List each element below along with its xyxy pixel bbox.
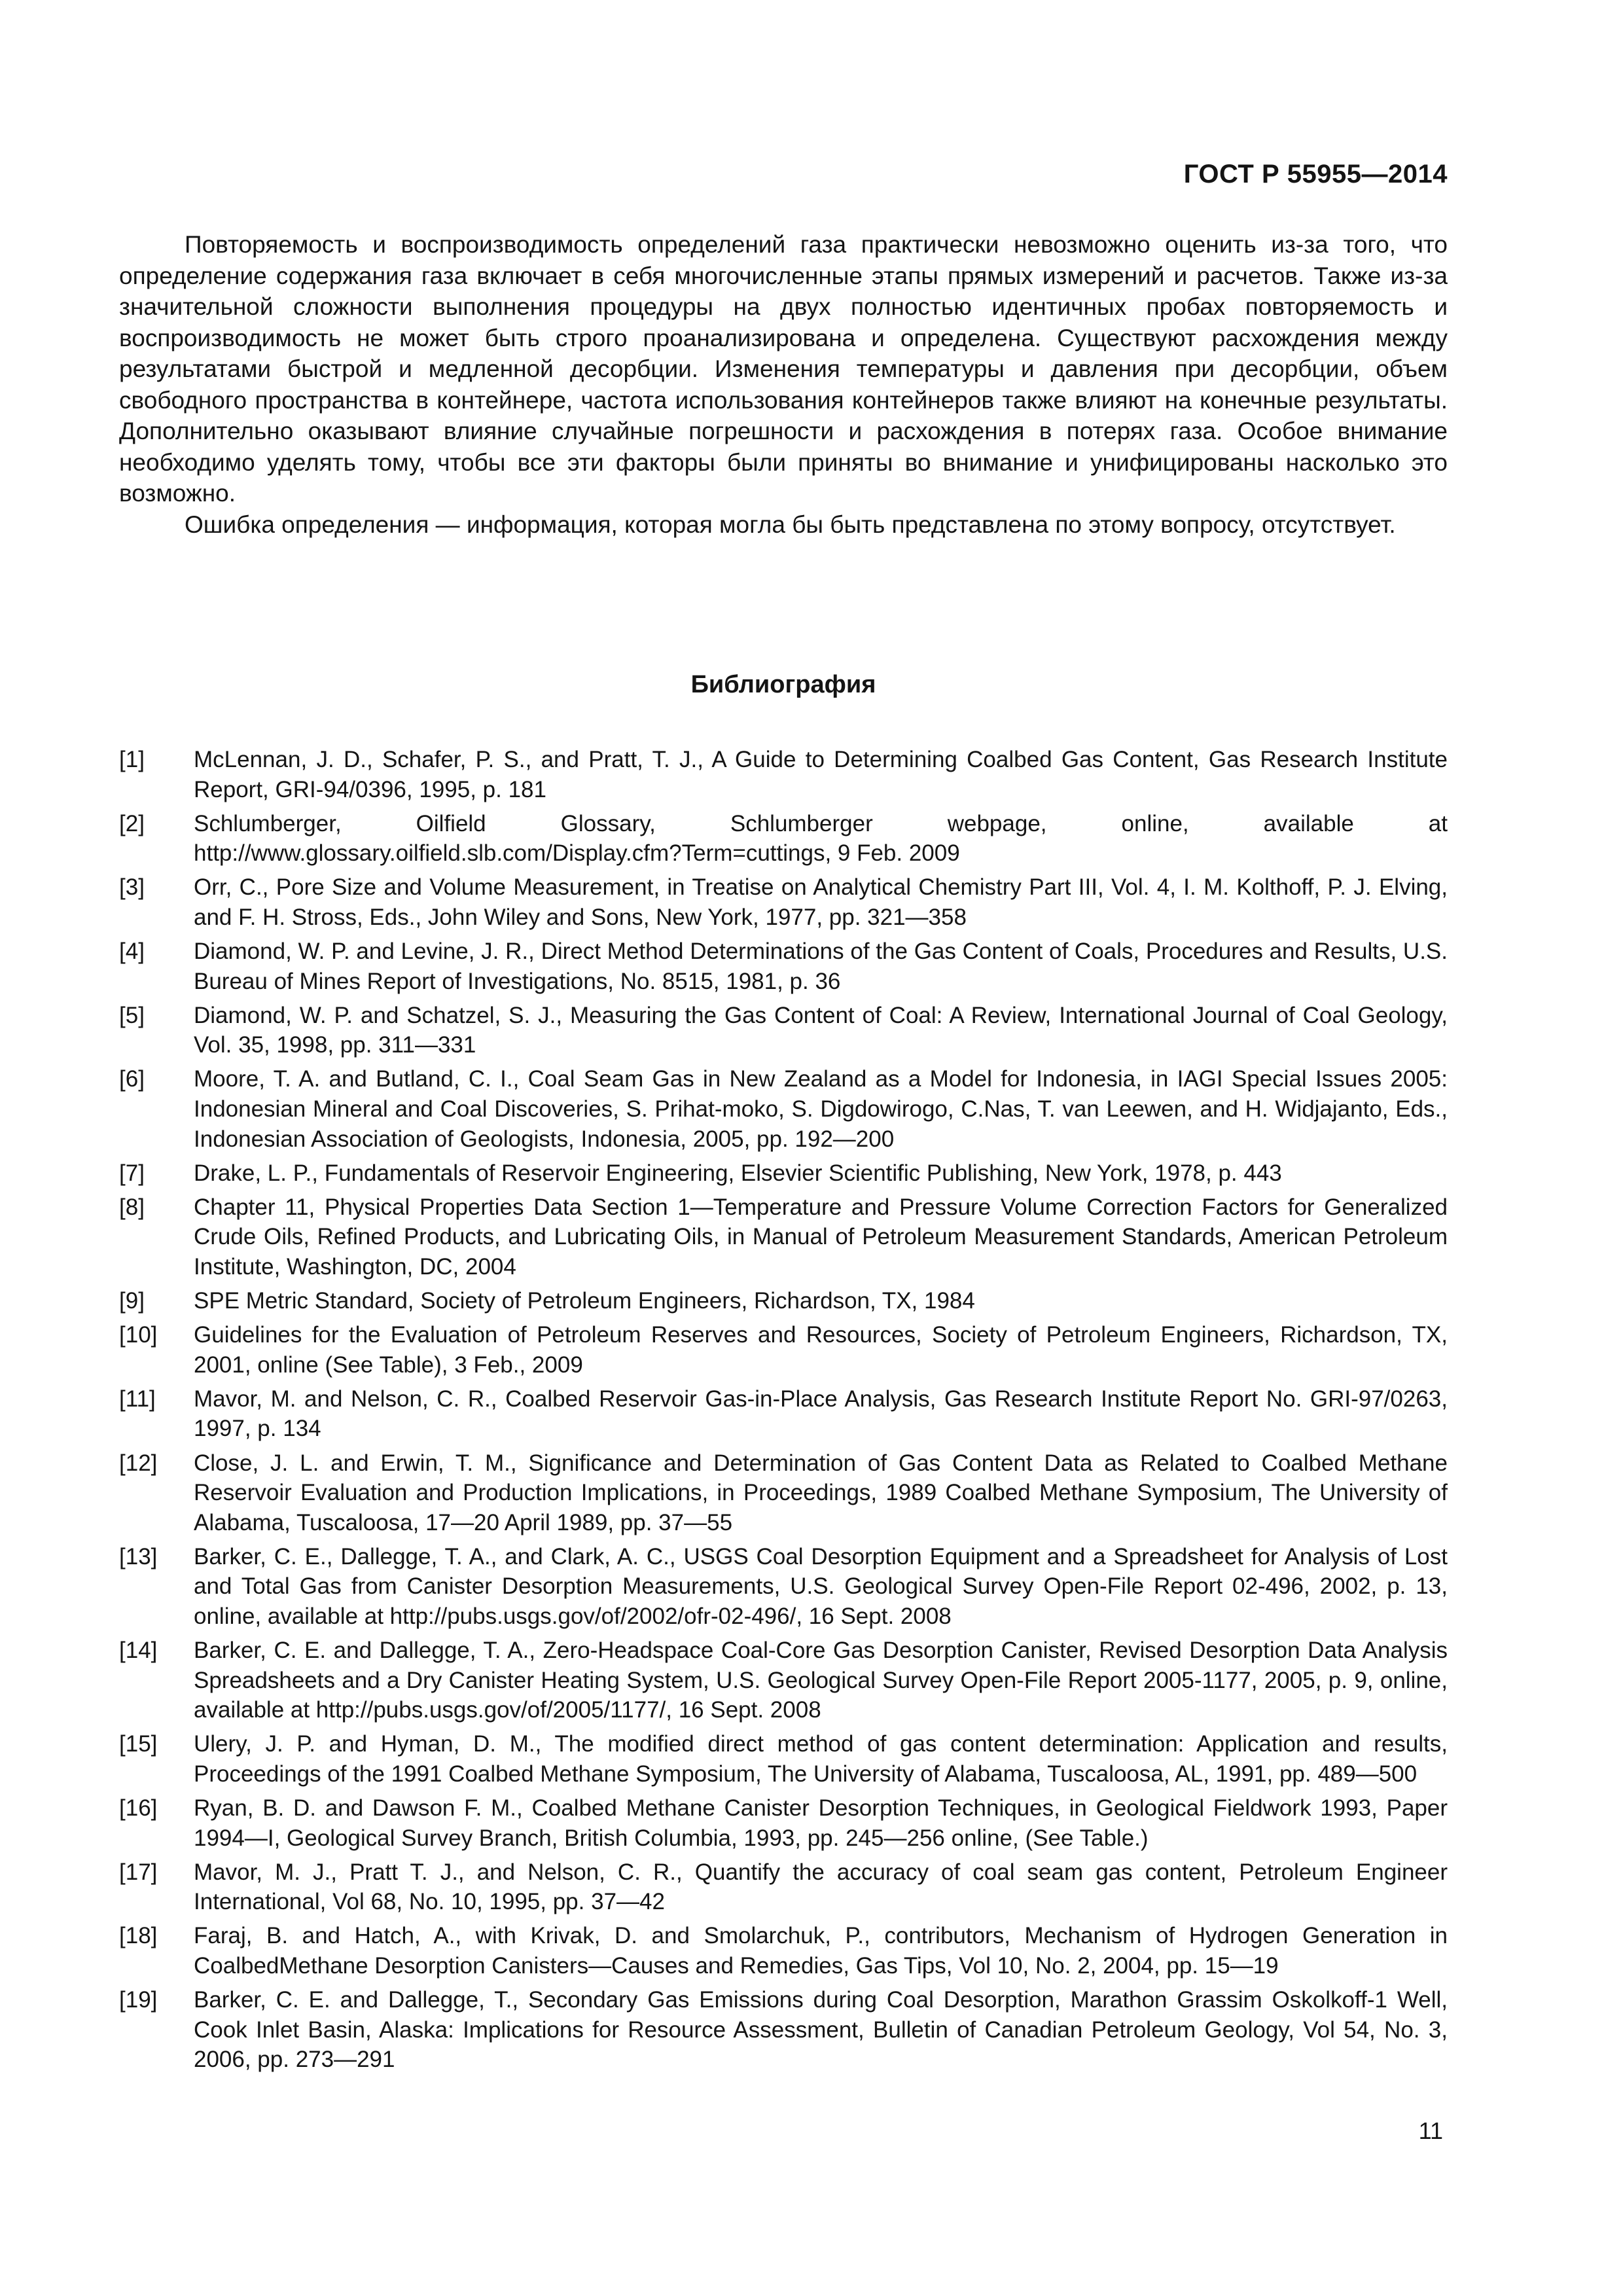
bibliography-text: McLennan, J. D., Schafer, P. S., and Pratt, T. J., A Guide to Determining Coalbed Gas Content, Gas Research Institute Report, GRI-94/0396, 1995, p. 181 — [194, 747, 1448, 802]
bibliography-text: Ryan, B. D. and Dawson F. M., Coalbed Methane Canister Desorption Techniques, in Geological Fieldwork 1993, Paper 1994—I, Geological Survey Branch, British Columbia, 1993, pp. 245—256 online, (See Table.) — [194, 1795, 1448, 1851]
page-number: 11 — [1418, 2117, 1443, 2144]
bibliography-text: Drake, L. P., Fundamentals of Reservoir Engineering, Elsevier Scientific Publishing, New York, 1978, p. 443 — [194, 1160, 1282, 1186]
bibliography-item — [119, 1921, 1448, 1981]
bibliography-number: [2] — [119, 810, 145, 836]
bibliography-number: [7] — [119, 1160, 145, 1186]
bibliography-item — [119, 1857, 1448, 1917]
bibliography-text: Moore, T. A. and Butland, C. I., Coal Seam Gas in New Zealand as a Model for Indonesia, in IAGI Special Issues 2005: Indonesian Mineral and Coal Discoveries, S. Prihat-moko, S. Digdowirogo, C.Nas, T. van Leewen, and H. Widjajanto, Eds., Indonesian Association of Geologists, Indonesia, 2005, pp. 192—200 — [194, 1066, 1448, 1152]
bibliography-number: [3] — [119, 874, 145, 901]
bibliography-item — [119, 1193, 1448, 1282]
standard-header: ГОСТ Р 55955—2014 — [1183, 160, 1448, 188]
bibliography-text: Orr, C., Pore Size and Volume Measurement, in Treatise on Analytical Chemistry Part III, Vol. 4, I. M. Kolthoff, P. J. Elving, and F. H. Stross, Eds., John Wiley and Sons, New York, 1977, pp. 321—358 — [194, 874, 1448, 930]
bibliography-number: [9] — [119, 1288, 145, 1314]
bibliography-item — [119, 872, 1448, 932]
bibliography-number: [16] — [119, 1795, 158, 1821]
bibliography-number: [14] — [119, 1638, 158, 1664]
bibliography-number: [1] — [119, 747, 145, 772]
bibliography-item — [119, 1064, 1448, 1154]
bibliography-text: Barker, C. E., Dallegge, T. A., and Clark, A. C., USGS Coal Desorption Equipment and a Spreadsheet for Analysis of Lost and Total Gas from Canister Desorption Measurements, U.S. Geological Survey Open-File Report 02-496, 2002, p. 13, online, available at http://pubs.usgs.gov/of/2002/ofr-02-496/, 16 Sept. 2008 — [194, 1543, 1448, 1630]
bibliography-text: SPE Metric Standard, Society of Petroleum Engineers, Richardson, TX, 1984 — [194, 1288, 975, 1314]
bibliography-text: Diamond, W. P. and Schatzel, S. J., Measuring the Gas Content of Coal: A Review, International Journal of Coal Geology, Vol. 35, 1998, pp. 311—331 — [194, 1002, 1448, 1058]
bibliography-text: Diamond, W. P. and Levine, J. R., Direct Method Determinations of the Gas Content of Coals, Procedures and Results, U.S. Bureau of Mines Report of Investigations, No. 8515, 1981, p. 36 — [194, 939, 1448, 994]
bibliography-item — [119, 1636, 1448, 1725]
bibliography-text: Mavor, M. J., Pratt T. J., and Nelson, C. R., Quantify the accuracy of coal seam gas content, Petroleum Engineer International, Vol 68, No. 10, 1995, pp. 37—42 — [194, 1859, 1448, 1915]
bibliography-item — [119, 937, 1448, 996]
bibliography-number: [12] — [119, 1450, 158, 1476]
bibliography-text: Guidelines for the Evaluation of Petroleum Reserves and Resources, Society of Petroleum Engineers, Richardson, TX, 2001, online (See Table), 3 Feb., 2009 — [194, 1322, 1448, 1378]
bibliography-text: Faraj, B. and Hatch, A., with Krivak, D. and Smolarchuk, P., contributors, Mechanism of Hydrogen Generation in CoalbedMethane Desorption Canisters—Causes and Remedies, Gas Tips, Vol 10, No. 2, 2004, pp. 15—19 — [194, 1923, 1448, 1979]
bibliography-item — [119, 1793, 1448, 1853]
bibliography-text: Ulery, J. P. and Hyman, D. M., The modified direct method of gas content determination: Application and results, Proceedings of the 1991 Coalbed Methane Symposium, The University of Alabama, Tuscaloosa, AL, 1991, pp. 489—500 — [194, 1731, 1448, 1787]
bibliography-number: [17] — [119, 1859, 158, 1885]
bibliography-number: [8] — [119, 1194, 145, 1220]
bibliography-text: Barker, C. E. and Dallegge, T., Secondary Gas Emissions during Coal Desorption, Marathon Grassim Oskolkoff-1 Well, Cook Inlet Basin, Alaska: Implications for Resource Assessment, Bulletin of Canadian Petroleum Geology, Vol 54, No. 3, 2006, pp. 273—291 — [194, 1987, 1448, 2073]
bibliography-item — [119, 809, 1448, 869]
bibliography-text: Barker, C. E. and Dallegge, T. A., Zero-Headspace Coal-Core Gas Desorption Canister, Revised Desorption Data Analysis Spreadsheets and a Dry Canister Heating System, U.S. Geological Survey Open-File Report 2005-1177, 2005, p. 9, online, available at http://pubs.usgs.gov/of/2005/1177/, 16 Sept. 2008 — [194, 1638, 1448, 1723]
bibliography-item — [119, 1158, 1448, 1189]
bibliography-item — [119, 1985, 1448, 2075]
bibliography-number: [10] — [119, 1322, 158, 1348]
bibliography-text: Chapter 11, Physical Properties Data Section 1—Temperature and Pressure Volume Correction Factors for Generalized Crude Oils, Refined Products, and Lubricating Oils, in Manual of Petroleum Measurement Standards, American Petroleum Institute, Washington, DC, 2004 — [194, 1194, 1448, 1280]
bibliography-text: Schlumberger, Oilfield Glossary, Schlumberger webpage, online, available at http://www.glossary.oilfield.slb.com/Display.cfm?Term=cuttings, 9 Feb. 2009 — [194, 810, 1448, 867]
bibliography-item — [119, 1729, 1448, 1789]
bibliography-number: [6] — [119, 1066, 145, 1092]
bibliography-item — [119, 1320, 1448, 1380]
body-text — [119, 229, 1448, 540]
bibliography-number: [15] — [119, 1731, 158, 1757]
bibliography-title: Библиография — [690, 671, 876, 698]
bibliography-text: Close, J. L. and Erwin, T. M., Significance and Determination of Gas Content Data as Related to Coalbed Methane Reservoir Evaluation and Production Implications, in Proceedings, 1989 Coalbed Methane Symposium, The University of Alabama, Tuscaloosa, 17—20 April 1989, pp. 37—55 — [194, 1450, 1448, 1535]
paragraph: Ошибка определения — информация, которая могла бы быть представлена по этому вопросу, отсутствует. — [185, 511, 1396, 538]
bibliography-number: [11] — [119, 1386, 156, 1412]
bibliography-item — [119, 1542, 1448, 1632]
bibliography-item — [119, 1286, 1448, 1316]
bibliography-item — [119, 745, 1448, 804]
bibliography-number: [18] — [119, 1923, 158, 1949]
bibliography-item — [119, 1384, 1448, 1444]
bibliography-number: [13] — [119, 1543, 158, 1570]
bibliography-number: [4] — [119, 939, 145, 965]
paragraph: Повторяемость и воспроизводимость определений газа практически невозможно оценить из-за того, что определение содержания газа включает в себя многочисленные этапы прямых измерений и расчетов. Также из-за значительной сложности выполнения процедуры на двух полностью идентичных пробах повторяемость и воспроизводимость не может быть строго проанализирована и определена. Существуют расхождения между результатами быстрой и медленной десорбции. Изменения температуры и давления при десорбции, объем свободного пространства в контейнере, частота использования контейнеров также влияют на конечные результаты. Дополнительно оказывают влияние случайные погрешности и расхождения в потерях газа. Особое внимание необходимо уделять тому, чтобы все эти факторы были приняты во внимание и унифицированы насколько это возможно. — [119, 231, 1448, 507]
bibliography-text: Mavor, M. and Nelson, C. R., Coalbed Reservoir Gas-in-Place Analysis, Gas Research Institute Report No. GRI-97/0263, 1997, p. 134 — [194, 1386, 1448, 1442]
bibliography-number: [19] — [119, 1987, 158, 2013]
bibliography-item — [119, 1448, 1448, 1538]
bibliography-list — [119, 745, 1448, 2079]
bibliography-item — [119, 1001, 1448, 1060]
bibliography-number: [5] — [119, 1002, 145, 1028]
